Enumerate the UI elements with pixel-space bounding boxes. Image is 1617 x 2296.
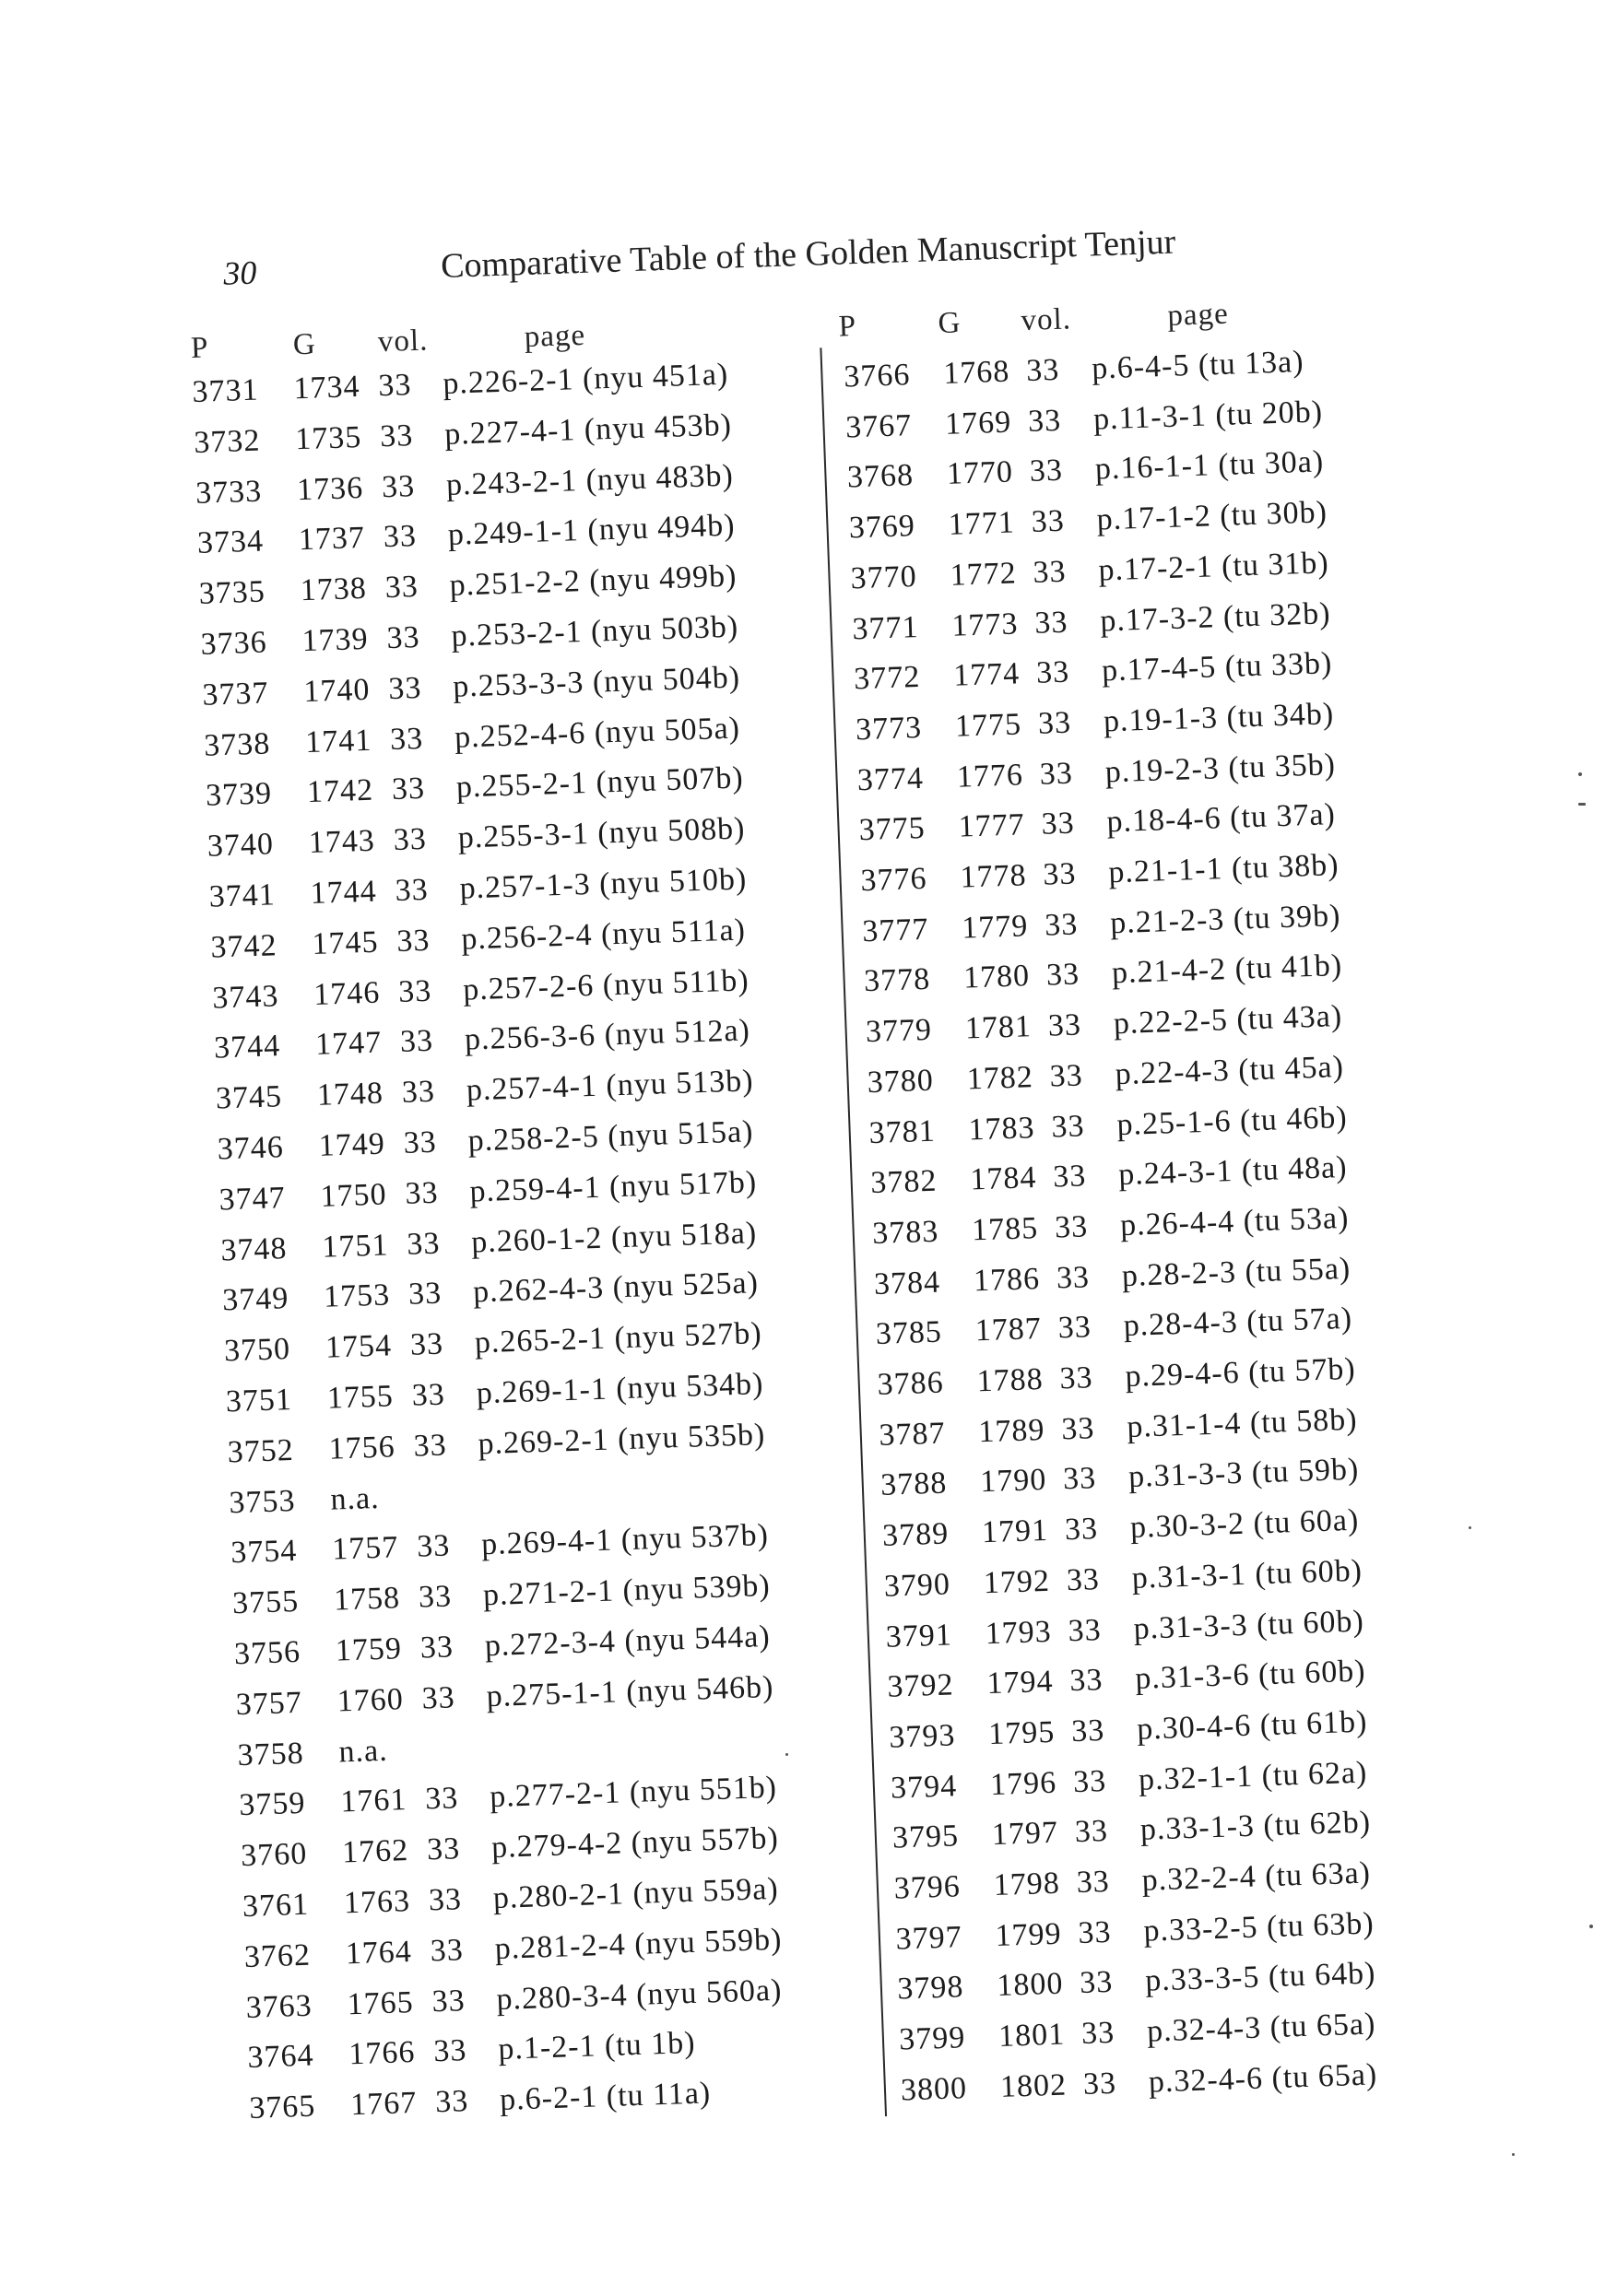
g-number: 1799	[994, 1916, 1063, 1953]
p-number: 3790	[883, 1567, 951, 1604]
volume: 33	[1045, 957, 1080, 993]
volume: 33	[1058, 1360, 1094, 1396]
p-number: 3773	[855, 710, 923, 748]
g-number: 1737	[298, 521, 366, 558]
g-number: 1734	[292, 369, 361, 406]
g-number: 1779	[961, 908, 1029, 946]
page-ref: p.31-3-3 (tu 60b)	[1132, 1604, 1365, 1646]
page-ref: p.249-1-1 (nyu 494b)	[447, 508, 737, 553]
scan-speck	[1578, 803, 1586, 806]
p-number: 3739	[205, 776, 273, 814]
p-number: 3769	[848, 509, 916, 546]
page-title: Comparative Table of the Golden Manuscript Tenjur	[440, 222, 1176, 286]
page-ref: p.21-4-2 (tu 41b)	[1111, 948, 1343, 991]
p-number: 3759	[238, 1786, 307, 1823]
p-number: 3744	[213, 1029, 281, 1066]
p-number: 3776	[859, 861, 928, 899]
page-ref: p.257-2-6 (nyu 511b)	[462, 962, 750, 1007]
volume: 33	[1062, 1461, 1097, 1497]
volume: 33	[1068, 1663, 1104, 1699]
page-ref: p.255-3-1 (nyu 508b)	[457, 811, 747, 855]
volume: 33	[1074, 1814, 1109, 1850]
volume: 33	[426, 1831, 461, 1867]
p-number: 3765	[248, 2089, 316, 2126]
p-number: 3778	[863, 962, 931, 999]
page-ref: p.257-1-3 (nyu 510b)	[458, 862, 748, 906]
p-number: 3793	[888, 1718, 956, 1755]
p-number: 3762	[243, 1937, 312, 1974]
g-number: 1795	[987, 1714, 1056, 1752]
p-number: 3747	[218, 1180, 287, 1218]
p-number: 3794	[890, 1768, 958, 1806]
volume: 33	[1035, 654, 1070, 690]
g-number: 1764	[345, 1934, 413, 1972]
p-number: 3785	[875, 1314, 943, 1352]
volume: 33	[1079, 1965, 1114, 2001]
p-number: 3752	[227, 1432, 295, 1470]
page-ref: p.269-4-1 (nyu 537b)	[480, 1518, 770, 1562]
g-number: 1762	[341, 1833, 409, 1870]
g-number: 1785	[971, 1210, 1039, 1248]
p-number: 3735	[198, 574, 266, 612]
volume: 33	[430, 1932, 465, 1969]
page-ref: p.280-3-4 (nyu 560a)	[495, 1972, 783, 2017]
volume: 33	[384, 570, 419, 606]
g-number: 1759	[335, 1631, 403, 1668]
p-number: 3758	[237, 1736, 305, 1772]
p-number: 3749	[221, 1281, 289, 1318]
column-header-g: G	[292, 327, 317, 362]
p-number: 3795	[891, 1819, 960, 1855]
volume: 33	[434, 2084, 469, 2120]
page-ref: p.32-1-1 (tu 62a)	[1138, 1755, 1368, 1797]
g-number: 1777	[958, 807, 1026, 844]
volume: 33	[1056, 1259, 1091, 1296]
page-ref: p.28-4-3 (tu 57a)	[1123, 1301, 1353, 1344]
page-ref: p.6-2-1 (tu 11a)	[499, 2076, 712, 2118]
p-number: 3792	[886, 1667, 955, 1704]
g-number: 1753	[323, 1278, 391, 1315]
volume: 33	[401, 1074, 436, 1111]
scan-speck	[1469, 1526, 1471, 1529]
volume: 33	[1025, 352, 1060, 388]
p-number: 3768	[846, 458, 915, 495]
page-ref: p.265-2-1 (nyu 527b)	[474, 1316, 763, 1360]
page-ref: p.26-4-4 (tu 53a)	[1119, 1200, 1350, 1242]
g-number: 1735	[294, 419, 362, 457]
volume: 33	[395, 872, 430, 908]
g-number: 1746	[313, 975, 381, 1012]
g-number: 1800	[996, 1966, 1064, 2004]
volume: 33	[409, 1326, 444, 1362]
p-number: 3789	[881, 1516, 950, 1553]
volume: 33	[404, 1175, 440, 1211]
p-number: 3780	[867, 1063, 935, 1100]
g-number: 1741	[304, 723, 372, 759]
volume: 33	[1066, 1561, 1101, 1598]
g-number: 1792	[983, 1563, 1051, 1601]
page-ref: p.258-2-5 (nyu 515a)	[467, 1114, 755, 1159]
volume: 33	[381, 468, 416, 504]
p-number: 3774	[856, 760, 925, 797]
volume: 33	[385, 619, 421, 656]
page-ref: p.252-4-6 (nyu 505a)	[454, 711, 741, 755]
p-number: 3788	[879, 1466, 948, 1503]
page-ref: p.251-2-2 (nyu 499b)	[449, 559, 738, 604]
volume: 33	[1037, 705, 1072, 741]
page-ref: p.33-1-3 (tu 62b)	[1139, 1805, 1372, 1848]
scan-speck	[1589, 1925, 1593, 1928]
column-header-vol: vol.	[377, 324, 429, 359]
column-header-vol: vol.	[1020, 302, 1072, 338]
volume: 33	[1080, 2015, 1115, 2052]
g-number: 1770	[946, 454, 1014, 492]
g-number: 1757	[331, 1530, 399, 1568]
g-number: 1796	[989, 1765, 1057, 1802]
g-number: 1769	[944, 405, 1012, 442]
g-number: 1784	[969, 1160, 1037, 1197]
p-number: 3741	[208, 877, 277, 914]
page-ref: p.271-2-1 (nyu 539b)	[482, 1569, 772, 1613]
p-number: 3745	[215, 1079, 283, 1116]
g-number: 1782	[966, 1059, 1034, 1097]
volume: 33	[399, 1024, 434, 1060]
page-ref: p.31-3-3 (tu 59b)	[1127, 1453, 1360, 1495]
volume: 33	[379, 418, 414, 454]
column-header-page: page	[524, 318, 586, 354]
p-number: 3763	[245, 1988, 313, 2025]
volume: 33	[431, 1983, 466, 2019]
p-number: 3784	[873, 1265, 941, 1301]
p-number: 3753	[228, 1483, 297, 1520]
volume: 33	[1033, 605, 1068, 641]
p-number: 3756	[233, 1634, 301, 1672]
volume: 33	[1049, 1058, 1084, 1094]
volume: 33	[428, 1882, 463, 1918]
page-ref: p.19-1-3 (tu 34b)	[1103, 697, 1335, 739]
p-number: 3767	[844, 407, 913, 445]
p-number: 3770	[850, 559, 918, 596]
volume: 33	[406, 1226, 441, 1262]
g-number: 1748	[316, 1076, 384, 1113]
volume: 33	[421, 1680, 456, 1716]
page-ref: p.32-2-4 (tu 63a)	[1141, 1855, 1372, 1898]
g-number: 1791	[981, 1513, 1049, 1550]
g-number: 1749	[318, 1126, 386, 1163]
g-number: 1773	[950, 606, 1020, 643]
volume: 33	[413, 1428, 448, 1464]
volume: 33	[1044, 907, 1079, 943]
p-number: 3750	[223, 1332, 291, 1369]
volume: 33	[1050, 1108, 1086, 1145]
volume: 33	[1057, 1310, 1092, 1346]
page-ref: p.31-3-6 (tu 60b)	[1134, 1654, 1367, 1697]
volume: 33	[1052, 1159, 1087, 1195]
page-ref: p.253-3-3 (nyu 504b)	[452, 660, 741, 704]
g-number: 1750	[319, 1177, 388, 1214]
page-ref: p.253-2-1 (nyu 503b)	[450, 609, 739, 653]
volume: 33	[377, 368, 413, 404]
page-ref: p.280-2-1 (nyu 559a)	[492, 1871, 780, 1916]
page-ref: p.17-2-1 (tu 31b)	[1097, 546, 1330, 588]
g-number: 1788	[976, 1361, 1045, 1399]
volume: 33	[1060, 1410, 1095, 1447]
g-number: 1740	[302, 672, 371, 709]
g-number: 1751	[321, 1228, 389, 1265]
p-number: 3777	[861, 912, 929, 948]
g-number: 1794	[986, 1664, 1055, 1701]
p-number: 3781	[868, 1113, 937, 1150]
volume: 33	[407, 1276, 443, 1313]
g-number: 1754	[325, 1328, 393, 1365]
page-ref: p.24-3-1 (tu 48a)	[1117, 1150, 1349, 1193]
p-number: 3782	[869, 1163, 938, 1201]
volume: 33	[1032, 554, 1068, 590]
volume: 33	[1047, 1007, 1082, 1043]
page-ref: p.277-2-1 (nyu 551b)	[489, 1771, 778, 1815]
page-ref: p.259-4-1 (nyu 517b)	[468, 1164, 758, 1209]
page-ref: p.19-2-3 (tu 35b)	[1104, 747, 1337, 789]
g-number: 1763	[343, 1884, 411, 1921]
g-number: 1760	[336, 1681, 405, 1719]
page-ref: p.29-4-6 (tu 57b)	[1124, 1351, 1357, 1394]
page-ref: p.272-3-4 (nyu 544a)	[484, 1619, 772, 1664]
page-ref: p.31-3-1 (tu 60b)	[1131, 1553, 1363, 1595]
p-number: 3798	[896, 1970, 965, 2007]
p-number: 3786	[877, 1365, 945, 1402]
volume: 33	[1076, 1864, 1111, 1901]
page-ref: p.256-3-6 (nyu 512a)	[464, 1013, 751, 1057]
volume: 33	[411, 1377, 446, 1413]
p-number: 3783	[871, 1214, 939, 1251]
page-ref: p.227-4-1 (nyu 453b)	[443, 407, 733, 452]
g-number: 1744	[310, 874, 378, 912]
g-number: 1787	[974, 1312, 1043, 1348]
g-number: 1789	[977, 1412, 1046, 1449]
g-number: 1771	[948, 505, 1016, 542]
g-number: 1743	[308, 823, 376, 861]
p-number: 3797	[895, 1919, 963, 1957]
page-ref: p.17-4-5 (tu 33b)	[1101, 646, 1333, 689]
p-number: 3731	[191, 372, 260, 409]
p-number: 3754	[230, 1534, 298, 1571]
p-number: 3766	[843, 358, 911, 394]
volume: 33	[1077, 1914, 1113, 1950]
g-number: 1772	[949, 556, 1018, 593]
volume: 33	[383, 519, 418, 555]
volume: 33	[1042, 856, 1078, 892]
page-ref: p.33-3-5 (tu 64b)	[1144, 1956, 1377, 1999]
volume: 33	[1082, 2066, 1117, 2102]
p-number: 3771	[851, 609, 920, 646]
p-number: 3772	[853, 660, 921, 697]
page-ref: p.256-2-4 (nyu 511a)	[460, 913, 747, 957]
page-ref: p.275-1-1 (nyu 546b)	[486, 1669, 774, 1713]
g-number: 1801	[997, 2017, 1066, 2055]
p-number: 3775	[858, 811, 927, 848]
page-ref: p.32-4-6 (tu 65a)	[1148, 2057, 1378, 2100]
page-ref: p.21-2-3 (tu 39b)	[1109, 898, 1341, 940]
page-ref: p.17-3-2 (tu 32b)	[1099, 595, 1332, 638]
p-number: 3737	[201, 676, 270, 712]
column-header-page: page	[1166, 297, 1230, 333]
volume: 33	[1041, 806, 1076, 842]
page-ref: p.17-1-2 (tu 30b)	[1096, 495, 1328, 537]
page-ref: p.257-4-1 (nyu 513b)	[466, 1064, 755, 1108]
p-number: 3779	[865, 1012, 933, 1050]
page-ref: p.269-1-1 (nyu 534b)	[476, 1367, 765, 1411]
volume: 33	[432, 2033, 468, 2069]
g-number: 1765	[347, 1984, 415, 2021]
p-number: 3757	[235, 1685, 303, 1722]
volume: 33	[419, 1630, 454, 1666]
g-number: 1776	[956, 757, 1024, 795]
page-ref: p.22-2-5 (tu 43a)	[1113, 999, 1343, 1042]
g-number: 1786	[973, 1261, 1041, 1298]
p-number: 3746	[217, 1130, 285, 1167]
page-ref: p.16-1-1 (tu 30a)	[1094, 444, 1325, 487]
g-number: 1768	[942, 354, 1010, 391]
p-number: 3732	[193, 423, 261, 460]
column-header-p: P	[838, 310, 857, 344]
p-number: 3787	[878, 1416, 947, 1453]
volume: 33	[387, 670, 422, 706]
page-ref: p.11-3-1 (tu 20b)	[1092, 394, 1324, 437]
page-content	[190, 222, 1449, 2182]
page-ref: p.30-3-2 (tu 60a)	[1129, 1502, 1360, 1546]
p-number: 3755	[231, 1584, 300, 1621]
page-ref: p.33-2-5 (tu 63b)	[1142, 1906, 1375, 1949]
g-number: 1793	[985, 1614, 1053, 1651]
column-header-p: P	[190, 331, 209, 365]
p-number: 3751	[225, 1382, 293, 1419]
volume: 33	[389, 721, 424, 757]
g-number: 1797	[991, 1815, 1059, 1853]
scan-speck	[1512, 2153, 1515, 2156]
p-number: 3738	[203, 725, 271, 763]
page-ref: p.279-4-2 (nyu 557b)	[490, 1820, 780, 1866]
p-number: 3796	[893, 1869, 962, 1906]
g-number: 1739	[301, 621, 370, 659]
g-number: 1798	[993, 1866, 1061, 1903]
page-ref: p.31-1-4 (tu 58b)	[1126, 1402, 1359, 1444]
volume: 33	[418, 1579, 453, 1615]
page-ref: p.1-2-1 (tu 1b)	[497, 2026, 697, 2067]
g-number: 1745	[311, 924, 380, 961]
g-number: 1781	[964, 1009, 1033, 1046]
volume: 33	[395, 923, 431, 959]
right-table	[191, 297, 1449, 2182]
p-number: 3736	[200, 625, 268, 662]
p-number: 3761	[242, 1887, 310, 1925]
page-ref: p.28-2-3 (tu 55a)	[1121, 1251, 1351, 1293]
g-number: 1774	[952, 656, 1021, 693]
p-number: 3740	[207, 827, 275, 864]
volume: 33	[1027, 403, 1062, 439]
scan-speck	[1578, 772, 1582, 776]
g-number: 1780	[962, 959, 1031, 995]
volume: 33	[1031, 503, 1066, 539]
p-number: 3760	[240, 1836, 308, 1874]
p-number: 3799	[898, 2020, 966, 2057]
g-number: 1775	[954, 707, 1022, 744]
page-ref: p.226-2-1 (nyu 451a)	[442, 357, 729, 401]
volume: 33	[397, 973, 432, 1009]
page-ref: p.32-4-3 (tu 65a)	[1146, 2007, 1376, 2049]
volume: 33	[1039, 756, 1074, 792]
p-number: 3748	[219, 1230, 289, 1268]
p-number: 3800	[900, 2070, 968, 2108]
page-ref: p.281-2-4 (nyu 559b)	[494, 1922, 783, 1966]
page-ref: p.255-2-1 (nyu 507b)	[455, 760, 745, 806]
page-ref: p.260-1-2 (nyu 518a)	[470, 1215, 758, 1260]
volume: 33	[1064, 1512, 1099, 1548]
volume: 33	[424, 1781, 459, 1817]
volume: 33	[1072, 1763, 1107, 1799]
p-number: 3764	[246, 2038, 315, 2076]
volume: 33	[1029, 453, 1064, 489]
page-ref: p.22-4-3 (tu 45a)	[1115, 1049, 1345, 1091]
page-ref: p.25-1-6 (tu 46b)	[1115, 1100, 1349, 1142]
volume: 33	[416, 1528, 451, 1564]
g-number: 1790	[979, 1463, 1047, 1500]
page-ref: p.18-4-6 (tu 37a)	[1105, 797, 1337, 840]
scan-speck	[785, 1753, 788, 1756]
g-number: n.a.	[329, 1480, 381, 1517]
volume: 33	[1070, 1713, 1105, 1749]
p-number: 3743	[211, 978, 279, 1016]
g-number: 1736	[296, 470, 364, 507]
page-number: 30	[222, 253, 257, 292]
p-number: 3742	[209, 928, 278, 965]
volume: 33	[393, 822, 428, 858]
page-ref: p.262-4-3 (nyu 525a)	[472, 1266, 760, 1310]
g-number: n.a.	[337, 1733, 389, 1770]
g-number: 1747	[314, 1025, 383, 1063]
p-number: 3791	[885, 1617, 953, 1654]
p-number: 3733	[195, 474, 263, 511]
g-number: 1766	[348, 2035, 417, 2072]
g-number: 1742	[306, 773, 374, 810]
column-header-g: G	[937, 306, 962, 341]
page-ref: p.30-4-6 (tu 61b)	[1136, 1704, 1368, 1747]
page-ref: p.243-2-1 (nyu 483b)	[445, 458, 735, 502]
volume: 33	[403, 1124, 438, 1160]
page-ref: p.269-2-1 (nyu 535b)	[477, 1417, 766, 1462]
page-ref: p.6-4-5 (tu 13a)	[1091, 344, 1305, 386]
g-number: 1738	[300, 571, 368, 608]
volume: 33	[1054, 1209, 1089, 1245]
volume: 33	[1068, 1612, 1103, 1648]
g-number: 1761	[339, 1783, 407, 1819]
g-number: 1758	[333, 1581, 401, 1618]
volume: 33	[391, 771, 426, 807]
g-number: 1783	[967, 1110, 1036, 1147]
page-ref: p.21-1-1 (tu 38b)	[1107, 848, 1340, 890]
g-number: 1767	[349, 2086, 418, 2123]
g-number: 1802	[999, 2067, 1068, 2104]
g-number: 1756	[328, 1430, 396, 1466]
p-number: 3734	[196, 524, 265, 561]
g-number: 1778	[959, 858, 1028, 895]
g-number: 1755	[326, 1379, 395, 1416]
